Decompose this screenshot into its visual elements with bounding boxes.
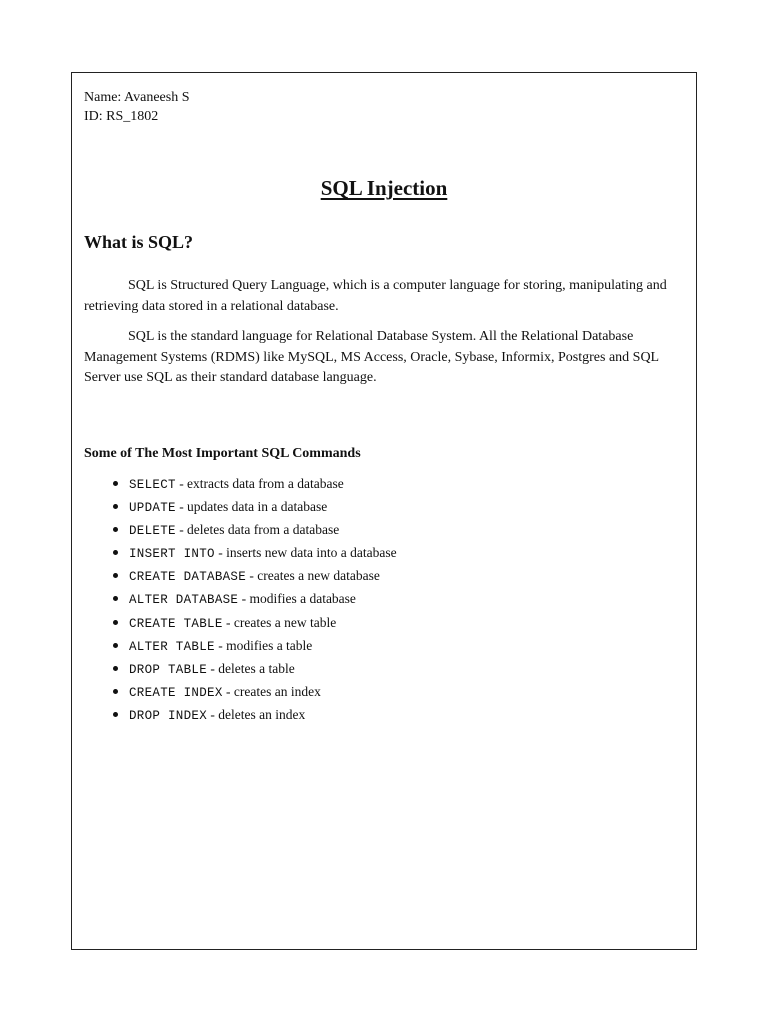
command-desc: - creates a new table — [222, 614, 337, 630]
command-code: ALTER TABLE — [129, 639, 215, 654]
list-item — [72, 611, 397, 634]
command-code: CREATE DATABASE — [129, 570, 247, 585]
author-id: ID: RS_1802 — [84, 109, 159, 124]
command-desc: - extracts data from a database — [175, 476, 344, 491]
command-code: CREATE INDEX — [129, 685, 223, 700]
paragraph-sql-definition: SQL is Structured Query Language, which is a computer language for storing, manipulating and retrieving data stored in a relational database. — [84, 278, 667, 314]
author-name: Name: Avaneesh S — [84, 90, 190, 105]
command-desc: - inserts new data into a database — [214, 545, 397, 561]
command-desc: - deletes data from a database — [175, 522, 340, 538]
command-code: UPDATE — [129, 501, 176, 516]
command-code: DROP TABLE — [129, 662, 208, 677]
document-title: SQL Injection — [320, 176, 448, 200]
command-desc: - updates data in a database — [175, 499, 328, 515]
command-code: CREATE TABLE — [129, 616, 223, 631]
author-block — [84, 88, 190, 126]
command-desc: - deletes a table — [207, 660, 295, 676]
list-item — [72, 634, 397, 657]
list-item — [72, 703, 397, 726]
list-item — [72, 587, 397, 610]
command-desc: - creates an index — [222, 683, 321, 699]
list-item — [72, 564, 397, 587]
paragraph-sql-standard: SQL is the standard language for Relational Database System. All the Relational Database Management Systems (RDMS) like MySQL, MS Access, Oracle, Sybase, Informix, Postgres and SQL Server use SQL as their standard database language. — [84, 329, 659, 385]
list-item — [72, 657, 397, 680]
command-code: DELETE — [129, 524, 176, 539]
commands-list — [72, 472, 397, 726]
list-item — [72, 518, 397, 541]
section-heading: What is SQL? — [84, 232, 194, 252]
list-item — [72, 541, 397, 564]
command-code: ALTER DATABASE — [129, 593, 239, 608]
list-item — [72, 472, 397, 495]
list-item — [72, 680, 397, 703]
command-desc: - deletes an index — [207, 706, 306, 722]
command-code: INSERT INTO — [129, 547, 215, 562]
document-page — [71, 72, 697, 950]
command-code: SELECT — [129, 478, 176, 492]
command-desc: - modifies a database — [238, 591, 356, 607]
command-desc: - creates a new database — [246, 568, 380, 584]
list-item — [72, 495, 397, 518]
command-code: DROP INDEX — [129, 708, 208, 723]
command-desc: - modifies a table — [214, 637, 313, 653]
commands-heading: Some of The Most Important SQL Commands — [84, 446, 361, 461]
